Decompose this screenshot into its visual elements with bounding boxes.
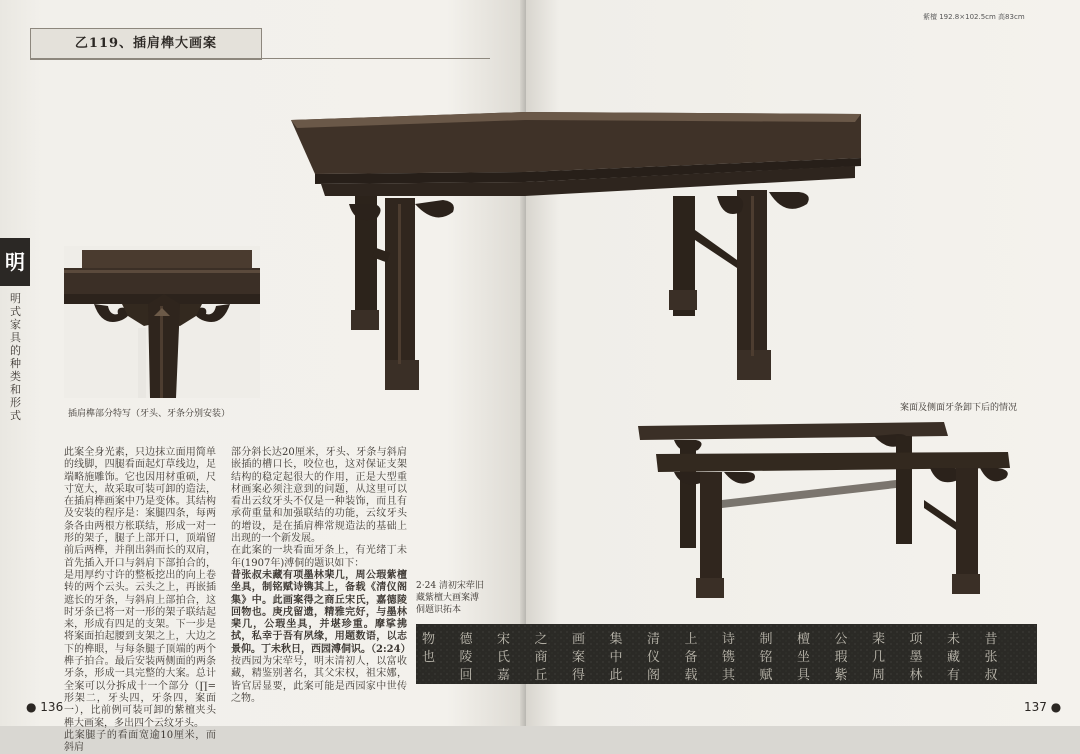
rubbing-glyph: 具 — [797, 668, 811, 683]
title-rule — [30, 58, 490, 59]
specs-header: 紫檀 192.8×102.5cm 高83cm — [923, 13, 1025, 21]
detail-caption: 插肩榫部分特写（牙头、牙条分别安装） — [68, 409, 231, 419]
rubbing-caption: 2·24 清初宋荦旧藏紫檀大画案溥侗题识拓本 — [416, 581, 484, 615]
main-table-photo — [285, 100, 875, 400]
rubbing-glyph: 张 — [984, 650, 998, 665]
rubbing-glyph: 嘉 — [497, 668, 511, 683]
rubbing-glyph: 未 — [947, 632, 961, 647]
rubbing-glyph: 也 — [422, 650, 436, 665]
rubbing-glyph: 周 — [872, 668, 886, 683]
rubbing-glyph: 备 — [684, 650, 698, 665]
disassembled-frame-photo — [634, 410, 1024, 610]
paragraph: 在此案的一块看面牙条上，有光绪丁未年(1907年)溥侗的题识如下： — [231, 545, 407, 569]
rubbing-glyph: 陵 — [459, 650, 473, 665]
rubbing-glyph: 林 — [909, 668, 923, 683]
rubbing-glyph: 丘 — [534, 668, 548, 683]
column-1 — [64, 447, 216, 754]
paragraph: 此案腿子的看面宽逾10厘米，而斜肩 — [64, 729, 216, 754]
rubbing-glyph: 墨 — [909, 650, 923, 665]
rubbing-glyph: 瑕 — [834, 650, 848, 665]
rubbing-glyph: 有 — [947, 668, 961, 683]
rubbing-glyph: 之 — [534, 632, 548, 647]
rubbing-glyph: 紫 — [834, 668, 848, 683]
main-photo-caption: 案面及侧面牙条卸下后的情况 — [900, 403, 1018, 413]
rubbing-glyph: 仪 — [647, 650, 661, 665]
paragraph: 按西园为宋荦号，明末清初人，以富收藏，精鉴别著名，其父宋权，祖宋娜，皆官居显要，此案可能是西园家中世传之物。 — [231, 656, 407, 704]
rubbing-glyph: 坐 — [797, 650, 811, 665]
article-title-box — [30, 28, 262, 60]
inscription-transcript: 昔张叔未藏有项墨林棐几，周公瑕紫檀坐具，制铭赋诗镌其上，备载《清仪阁集》中。此画案得之商丘宋氏，嘉德陵回物也。庚戌留遗，精雅完好，与墨林棐几，公瑕坐具，并堪珍重。摩挲拂拭，私幸于吾有夙缘，用题数语，以志景仰。丁未秋日，西园溥侗识。（2:24） — [231, 569, 411, 655]
rubbing-glyphs — [416, 624, 1037, 684]
rubbing-glyph: 镌 — [722, 650, 736, 665]
rubbing-glyph: 公 — [834, 632, 848, 647]
rubbing-glyph: 中 — [609, 650, 623, 665]
chapter-label: 明式家具的种类和形式 — [10, 292, 21, 422]
rubbing-glyph: 得 — [572, 668, 586, 683]
paragraph: 此案全身光素，只边抹立面用简单的线脚，四腿看面起灯草线边，足端略施雕饰。它也因用材重硕，尺寸宽大，故采取可装可卸的造法，在插肩榫画案中乃是变体。其结构及安装的程序是：案腿四条，每两条各由两根方枨联结，形成一对一形的架子，腿子上部开口，顶端留前后两榫，并削出斜而长的双肩，首先插入开口与斜肩下部拍合的，是用厚约寸许的整板挖出的向上卷转的两个云头。云头之上，再嵌插遮长的牙条，与斜肩上部拍合，这时牙条已将一对一形的架子联结起来，形成有四足的支架。下一步是将案面拍起腰到支架之上，大边之下的榫眼，与每条腿子顶端的两个榫子拍合。最后安装两侧面的两条牙条，形成一具完整的大案。总计全案可以分拆成十一个部分（∏=形架二，牙头四，牙条四，案面一），比前例可装可卸的紫檀夹头榫大画案，多出四个云纹牙头。 — [64, 447, 216, 729]
rubbing-glyph: 项 — [909, 632, 923, 647]
page-number-right: 137 ● — [1024, 700, 1062, 714]
rubbing-glyph: 赋 — [759, 668, 773, 683]
rubbing-glyph: 商 — [534, 650, 548, 665]
article-title: 乙119、插肩榫大画案 — [74, 36, 218, 51]
rubbing-glyph: 物 — [422, 632, 436, 647]
chapter-tab: 明 — [0, 238, 30, 286]
rubbing-glyph: 上 — [684, 632, 698, 647]
rubbing-glyph: 载 — [684, 668, 698, 683]
rubbing-glyph: 制 — [759, 632, 773, 647]
rubbing-glyph: 画 — [572, 632, 586, 647]
rubbing-glyph: 德 — [459, 632, 473, 647]
rubbing-glyph: 阁 — [647, 668, 661, 683]
inscription-rubbing — [416, 624, 1037, 684]
rubbing-glyph: 檀 — [797, 632, 811, 647]
rubbing-glyph: 其 — [722, 668, 736, 683]
rubbing-glyph: 棐 — [872, 632, 886, 647]
rubbing-glyph: 藏 — [947, 650, 961, 665]
rubbing-glyph: 几 — [872, 650, 886, 665]
rubbing-glyph: 回 — [459, 668, 473, 683]
rubbing-glyph: 此 — [609, 668, 623, 683]
rubbing-glyph: 宋 — [497, 632, 511, 647]
rubbing-glyph: 铭 — [759, 650, 773, 665]
rubbing-glyph: 集 — [609, 632, 623, 647]
rubbing-glyph: 叔 — [984, 668, 998, 683]
rubbing-glyph: 诗 — [722, 632, 736, 647]
detail-photo — [64, 246, 260, 398]
rubbing-glyph: 案 — [572, 650, 586, 665]
rubbing-glyph: 昔 — [984, 632, 998, 647]
rubbing-glyph: 清 — [647, 632, 661, 647]
rubbing-glyph: 氏 — [497, 650, 511, 665]
page-number-left: ● 136 — [26, 700, 64, 714]
column-2 — [231, 447, 411, 705]
paragraph: 部分斜长达20厘米，牙头、牙条与斜肩嵌插的槽口长，咬位也，这对保证支架结构的稳定起很大的作用，正是大型重材画案必须注意到的问题，从这里可以看出云纹牙头不仅是一种装饰，而且有承荷重量和加强联结的功能，云纹牙头的增设，是在插肩榫常规造法的基础上出现的一个新发展。 — [231, 447, 407, 545]
